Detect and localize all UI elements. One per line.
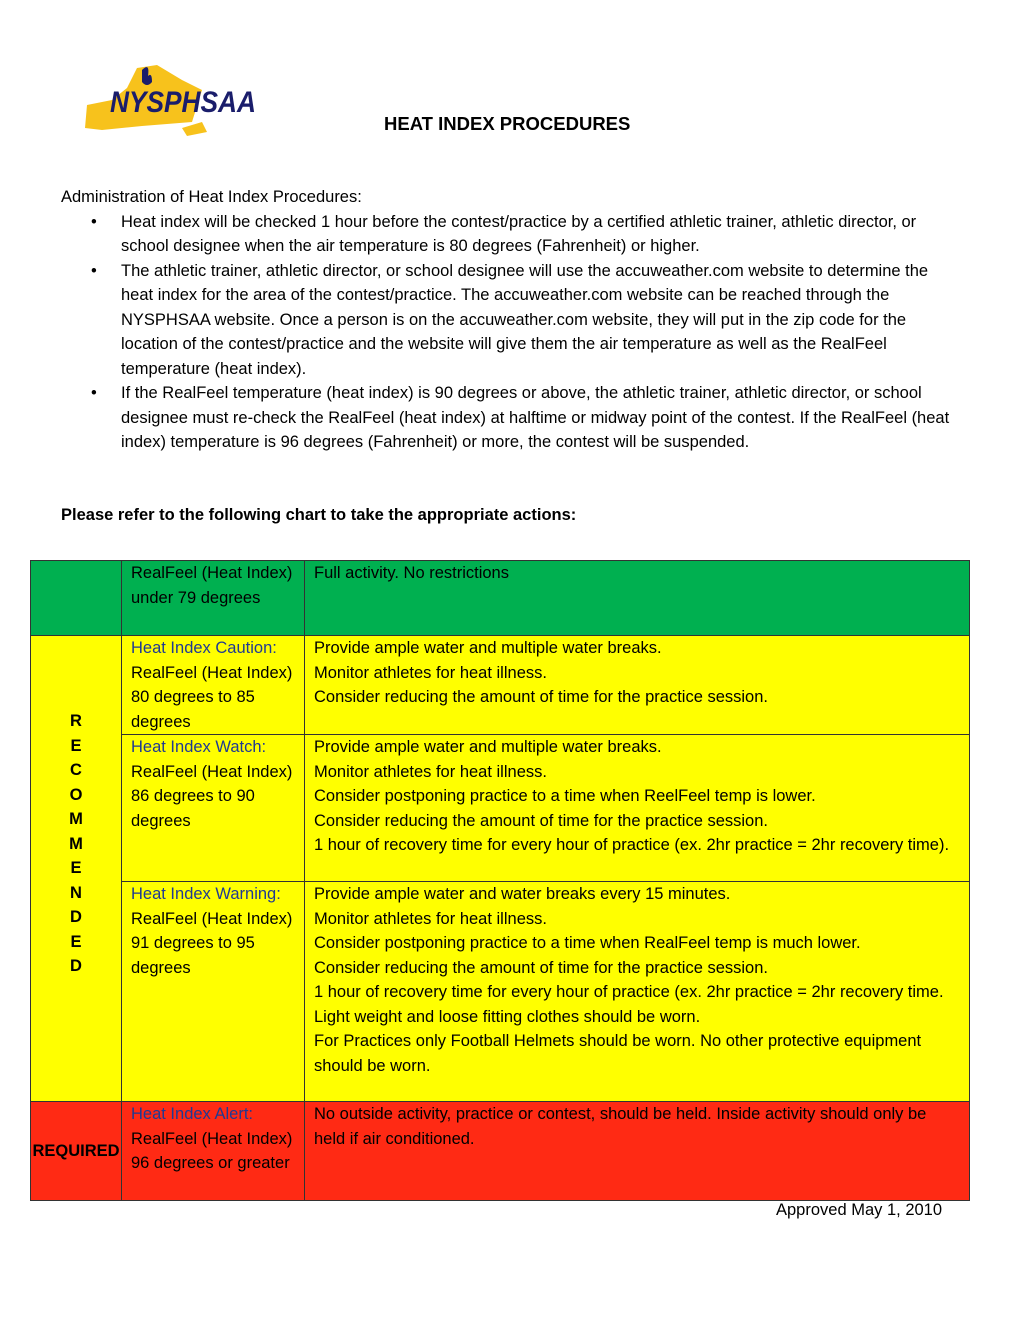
action-item: Monitor athletes for heat illness. <box>314 909 547 928</box>
bullet-item: • The athletic trainer, athletic director, or school designee will use the accuweather.com website to determine the heat index for the area of the contest/practice. The accuweather.com website can be reached through the NYSPHSAA website. Once a person is on the accuweather.com website, they will put in the zip code for the location of the contest/practice and the website will give them the air temperature as well as the RealFeel temperature (heat index). <box>91 261 929 378</box>
recommended-letter: E <box>70 736 82 755</box>
recommended-letter: D <box>70 908 82 926</box>
action-item: 1 hour of recovery time for every hour of practice (ex. 2hr practice = 2hr recovery time. <box>314 983 944 1001</box>
bullet-text: The athletic trainer, athletic director, or school designee will use the accuweather.com website to determine the heat index for the area of the contest/practice. The accuweather.com website can be reached through the NYSPHSAA website. Once a person is on the accuweather.com website, they will put in the zip code for the location of the contest/practice and the website will give them the air temperature as well as the RealFeel temperature (heat index). <box>121 261 929 378</box>
range-cell: Heat Index Alert: RealFeel (Heat Index) 96 degrees or greater <box>122 1102 305 1201</box>
actions-cell <box>305 1102 970 1201</box>
action-item: Provide ample water and multiple water breaks. <box>314 639 662 657</box>
range-cell: Heat Index Caution: RealFeel (Heat Index) 80 degrees to 85 degrees <box>122 636 305 735</box>
approval-date: Approved May 1, 2010 <box>776 1201 943 1219</box>
table-row-normal <box>31 561 970 636</box>
actions-cell <box>305 636 970 735</box>
recommended-label <box>31 636 122 1102</box>
table-row-warning <box>31 882 970 1102</box>
recommended-letter: D <box>70 957 82 975</box>
action-item: Consider reducing the amount of time for the practice session. <box>314 688 768 706</box>
range-cell: RealFeel (Heat Index) under 79 degrees <box>122 561 305 636</box>
table-row-caution <box>31 636 970 735</box>
action-item: Consider reducing the amount of time for the practice session. <box>314 811 768 830</box>
recommended-letter: N <box>70 883 82 902</box>
actions-cell <box>305 561 970 636</box>
bullet-text: Heat index will be checked 1 hour before the contest/practice by a certified athletic trainer, athletic director, or school designee when the air temperature is 80 degrees (Fahrenheit) or higher. <box>121 212 917 255</box>
recommended-letter: C <box>70 761 82 779</box>
intro-heading: Administration of Heat Index Procedures: <box>61 188 362 206</box>
action-item: Provide ample water and multiple water breaks. <box>314 738 662 756</box>
action-item: Light weight and loose fitting clothes should be worn. <box>314 1007 701 1026</box>
page-title: HEAT INDEX PROCEDURES <box>384 113 631 134</box>
table-row-watch <box>31 735 970 882</box>
recommended-letter: E <box>70 932 82 951</box>
recommended-letter: M <box>69 810 83 828</box>
recommended-letter: R <box>70 712 82 730</box>
range-cell: Heat Index Watch: RealFeel (Heat Index) 86 degrees to 90 degrees <box>122 735 305 882</box>
svg-text:NYSPHSAA: NYSPHSAA <box>110 86 256 119</box>
action-item: Full activity. No restrictions <box>314 564 509 582</box>
action-item: Monitor athletes for heat illness. <box>314 663 547 682</box>
bullet-text: If the RealFeel temperature (heat index) is 90 degrees or above, the athletic trainer, athletic director, or school designee must re-check the RealFeel (heat index) at halftime or midway point of the contest. If the RealFeel (heat index) temperature is 96 degrees (Fahrenheit) or more, the contest will be suspended. <box>121 384 950 451</box>
bullet-item: • Heat index will be checked 1 hour before the contest/practice by a certified athletic trainer, athletic director, or school designee when the air temperature is 80 degrees (Fahrenheit) or higher. <box>91 212 917 255</box>
actions-cell <box>305 882 970 1102</box>
action-item: No outside activity, practice or contest, should be held. Inside activity should only be held if air conditioned. <box>314 1105 927 1148</box>
bullet-item: • If the RealFeel temperature (heat index) is 90 degrees or above, the athletic trainer, athletic director, or school designee must re-check the RealFeel (heat index) at halftime or midway point of the contest. If the RealFeel (heat index) temperature is 96 degrees (Fahrenheit) or more, the contest will be suspended. <box>91 384 950 451</box>
action-item: For Practices only Football Helmets should be worn. No other protective equipment should be worn. <box>314 1032 922 1075</box>
recommended-letter: O <box>69 785 83 804</box>
action-item: Consider reducing the amount of time for the practice session. <box>314 958 768 977</box>
required-label: REQUIRED <box>31 1102 122 1201</box>
action-item: Monitor athletes for heat illness. <box>314 762 547 781</box>
action-item: Consider postponing practice to a time when ReelFeel temp is lower. <box>314 787 816 805</box>
action-item: 1 hour of recovery time for every hour of practice (ex. 2hr practice = 2hr recovery time). <box>314 836 950 854</box>
action-item: Provide ample water and water breaks every 15 minutes. <box>314 885 731 903</box>
table-row-alert <box>31 1102 970 1201</box>
chart-instruction: Please refer to the following chart to take the appropriate actions: <box>61 506 577 524</box>
recommended-letter: E <box>70 859 82 877</box>
action-item: Consider postponing practice to a time when RealFeel temp is much lower. <box>314 934 861 952</box>
heat-index-table <box>30 560 970 1201</box>
nysphsaa-logo <box>82 60 262 140</box>
intro-section <box>61 185 961 455</box>
recommended-letter: M <box>69 834 83 853</box>
actions-cell <box>305 735 970 882</box>
range-cell: Heat Index Warning: RealFeel (Heat Index) 91 degrees to 95 degrees <box>122 882 305 1102</box>
